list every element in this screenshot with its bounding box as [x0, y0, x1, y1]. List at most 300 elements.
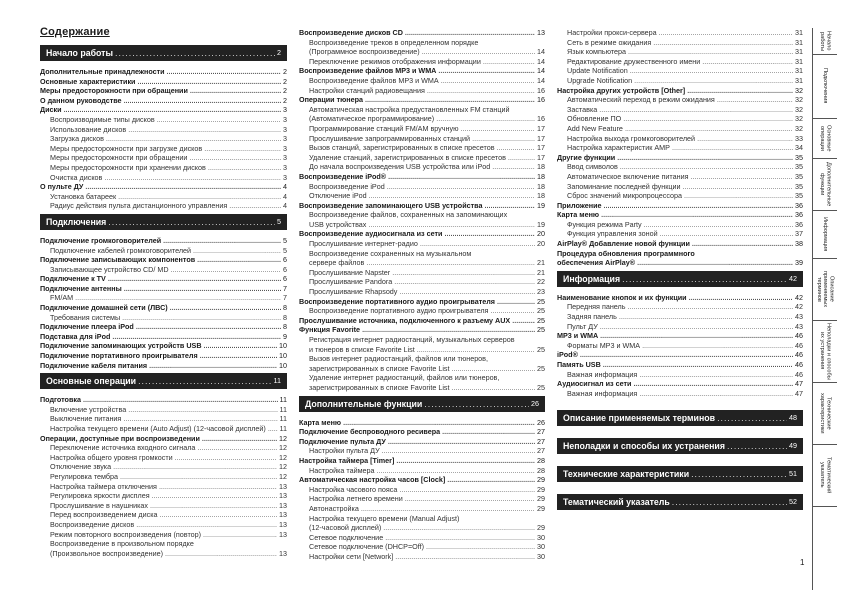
entry-page: 25 — [537, 325, 545, 335]
toc-entry[interactable] — [557, 293, 803, 303]
toc-subentry[interactable] — [40, 192, 287, 202]
toc-entry[interactable] — [40, 236, 287, 246]
entry-title: Функция режима Party — [567, 219, 642, 229]
toc-entry[interactable] — [299, 456, 545, 466]
entry-title: Настройка летнего времени — [309, 494, 403, 504]
entry-title: Настройки сети [Network] — [309, 551, 394, 561]
entry-page: 42 — [795, 302, 803, 312]
entry-title: Настройка других устройств [Other] — [557, 85, 686, 95]
entry-page: 36 — [795, 210, 803, 220]
entry-title: Использование дисков — [50, 124, 127, 134]
toc-subentry[interactable] — [557, 389, 803, 399]
entry-page: 13 — [279, 481, 287, 491]
leader-dots — [113, 462, 277, 472]
toc-subentry[interactable] — [40, 125, 287, 135]
toc-entry[interactable] — [299, 172, 545, 182]
entry-page: 3 — [283, 114, 287, 124]
toc-entry[interactable] — [40, 395, 287, 405]
toc-subentry[interactable] — [40, 163, 287, 173]
leader-dots — [118, 192, 281, 202]
leader-dots — [644, 220, 793, 230]
entry-page: 22 — [537, 277, 545, 287]
toc-subentry[interactable] — [557, 341, 803, 351]
entry-page: 23 — [537, 287, 545, 297]
toc-subentry[interactable] — [299, 239, 545, 249]
entry-page: 26 — [537, 417, 545, 427]
toc-subentry[interactable] — [40, 115, 287, 125]
entry-page: 36 — [795, 200, 803, 210]
section-tab[interactable] — [813, 210, 837, 259]
toc-entry[interactable] — [299, 325, 545, 335]
leader-dots — [108, 274, 281, 284]
toc-subentry[interactable] — [40, 462, 287, 472]
leader-dots — [417, 345, 535, 355]
toc-entry[interactable] — [40, 303, 287, 313]
entry-title: Выключение питания — [50, 414, 122, 424]
leader-dots — [689, 293, 793, 303]
toc-subentry[interactable] — [299, 542, 545, 552]
toc-subentry[interactable] — [40, 405, 287, 415]
toc-entry[interactable] — [299, 201, 545, 211]
leader-dots — [362, 325, 535, 335]
entry-page: 13 — [279, 548, 287, 558]
toc-entry[interactable] — [40, 67, 287, 77]
entry-page: 4 — [283, 182, 287, 192]
toc-subentry[interactable] — [40, 549, 287, 559]
entry-page: 25 — [537, 382, 545, 392]
toc-entry[interactable] — [299, 418, 545, 428]
toc-subentry[interactable] — [557, 76, 803, 86]
toc-subentry[interactable] — [557, 134, 803, 144]
leader-dots — [112, 332, 281, 342]
leader-dots — [190, 86, 281, 96]
leader-dots — [204, 341, 277, 351]
section-page: 51 — [789, 469, 797, 479]
toc-entry[interactable] — [40, 96, 287, 106]
toc-subentry[interactable] — [557, 172, 803, 182]
toc-subentry[interactable] — [557, 182, 803, 192]
leader-dots — [108, 214, 275, 230]
toc-subentry[interactable] — [557, 220, 803, 230]
entry-title: Включение устройства — [50, 404, 127, 414]
section-page: 49 — [789, 441, 797, 451]
toc-subentry[interactable] — [557, 191, 803, 201]
section-tab-label: Начало работы — [819, 31, 832, 51]
toc-entry[interactable] — [299, 28, 545, 38]
leader-dots — [497, 143, 535, 153]
toc-subentry[interactable] — [557, 312, 803, 322]
toc-subentry[interactable] — [299, 258, 545, 268]
entry-title: Подготовка — [40, 395, 81, 405]
entry-page: 2 — [283, 95, 287, 105]
toc-entry[interactable] — [299, 229, 545, 239]
toc-entry[interactable] — [557, 239, 803, 249]
section-title: Подключения — [46, 216, 107, 227]
leader-dots — [83, 395, 278, 405]
section-header[interactable] — [557, 410, 803, 426]
leader-dots — [438, 66, 535, 76]
entry-page: 31 — [795, 75, 803, 85]
toc-subentry[interactable] — [557, 28, 803, 38]
entry-title: Автоматическая настройка часов [Clock] — [299, 475, 446, 485]
section-page: 42 — [789, 273, 797, 283]
entry-title: Диски — [40, 105, 62, 115]
toc-subentry[interactable] — [557, 143, 803, 153]
section-page: 52 — [789, 497, 797, 507]
toc-subentry[interactable] — [299, 114, 545, 124]
entry-page: 5 — [283, 245, 287, 255]
entry-title: Передняя панель — [567, 302, 626, 312]
toc-entry[interactable] — [557, 258, 803, 268]
section-tab[interactable] — [813, 54, 837, 119]
entry-title: Прослушивание источника, подключенного к разъему AUX — [299, 315, 511, 325]
toc-entry-text: Вызов интернет радиостанций, файлов или тюнеров, — [309, 354, 488, 364]
entry-page: 46 — [795, 331, 803, 341]
entry-page: 30 — [537, 551, 545, 561]
toc-subentry[interactable] — [299, 345, 545, 355]
entry-title: USB устройствах — [309, 219, 367, 229]
section-tab[interactable] — [813, 28, 837, 55]
entry-page: 4 — [283, 191, 287, 201]
entry-page: 35 — [795, 152, 803, 162]
leader-dots — [604, 201, 794, 211]
entry-page: 38 — [795, 239, 803, 249]
section-tab[interactable] — [813, 158, 837, 211]
entry-title: До начала воспроизведения USB устройства или iPod — [309, 162, 491, 172]
entry-page: 5 — [283, 235, 287, 245]
toc-subentry[interactable] — [40, 414, 287, 424]
toc-subentry[interactable] — [557, 124, 803, 134]
toc-subentry[interactable] — [557, 114, 803, 124]
toc-entry[interactable] — [40, 105, 287, 115]
toc-entry[interactable] — [40, 434, 287, 444]
toc-subentry[interactable] — [299, 57, 545, 67]
toc-subentry[interactable] — [40, 482, 287, 492]
toc-entry[interactable] — [299, 437, 545, 447]
entry-page: 43 — [795, 321, 803, 331]
entry-page: 3 — [283, 162, 287, 172]
toc-entry[interactable] — [40, 255, 287, 265]
toc-subentry[interactable] — [40, 472, 287, 482]
leader-dots — [424, 396, 529, 412]
entry-title: (Программное воспроизведение) — [309, 47, 420, 57]
entry-page: 4 — [283, 201, 287, 211]
toc-subentry[interactable] — [299, 364, 545, 374]
entry-page: 35 — [795, 162, 803, 172]
entry-title: Очистка дисков — [50, 172, 103, 182]
entry-title: Прослушивание Rhapsody — [309, 287, 398, 297]
toc-subentry[interactable] — [557, 38, 803, 48]
section-header[interactable] — [40, 214, 287, 230]
toc-entry[interactable] — [557, 201, 803, 211]
toc-entry[interactable] — [557, 360, 803, 370]
toc-subentry[interactable] — [40, 424, 287, 434]
entry-title: Воспроизведение портативного аудио проигрывателя — [309, 306, 489, 316]
entry-page: 2 — [283, 67, 287, 76]
section-tab-label: Неполадки и способы их устранения — [819, 322, 832, 380]
toc-subentry[interactable] — [40, 313, 287, 323]
entry-title: Отключение iPod — [309, 191, 367, 201]
toc-subentry[interactable] — [40, 144, 287, 154]
toc-subentry[interactable] — [40, 443, 287, 453]
leader-dots — [229, 201, 281, 211]
toc-subentry[interactable] — [299, 143, 545, 153]
section-tab[interactable] — [813, 320, 837, 383]
entry-title: Подключение кабелей громкоговорителей — [50, 245, 192, 255]
toc-subentry[interactable] — [299, 466, 545, 476]
leader-dots — [452, 383, 535, 393]
toc-subentry[interactable] — [557, 47, 803, 57]
entry-title: Регулировка тембра — [50, 471, 119, 481]
entry-title: Воспроизведение дисков — [50, 519, 135, 529]
leader-dots — [138, 373, 271, 389]
entry-page: 13 — [537, 28, 545, 37]
toc-subentry[interactable] — [40, 293, 287, 303]
entry-title: Подключение громкоговорителей — [40, 235, 162, 245]
leader-dots — [387, 182, 535, 192]
entry-page: 31 — [795, 37, 803, 47]
section-title: Дополнительные функции — [305, 398, 423, 409]
entry-title: Перед воспроизведением диска — [50, 510, 158, 520]
toc-entry[interactable] — [40, 322, 287, 332]
toc-subentry[interactable] — [557, 95, 803, 105]
toc-subentry[interactable] — [299, 153, 545, 163]
toc-subentry[interactable] — [299, 134, 545, 144]
entry-page: 35 — [795, 181, 803, 191]
section-header[interactable] — [557, 466, 803, 482]
toc-entry[interactable] — [299, 316, 545, 326]
leader-dots — [617, 153, 793, 163]
entry-page: 3 — [283, 124, 287, 134]
entry-page: 35 — [795, 171, 803, 181]
leader-dots — [377, 466, 535, 476]
toc-subentry[interactable] — [557, 105, 803, 115]
leader-dots — [157, 115, 281, 125]
toc-subentry[interactable] — [299, 287, 545, 297]
toc-subentry[interactable] — [299, 533, 545, 543]
entry-title: зарегистрированных в списке Favorite List — [309, 363, 450, 373]
toc-entry[interactable] — [40, 77, 287, 87]
leader-dots — [427, 86, 535, 96]
toc-subentry[interactable] — [299, 552, 545, 562]
toc-subentry[interactable] — [40, 501, 287, 511]
toc-subentry[interactable] — [557, 66, 803, 76]
toc-subentry[interactable] — [40, 510, 287, 520]
toc-subentry[interactable] — [557, 57, 803, 67]
entry-title: Настройки прокси-сервера — [567, 28, 657, 37]
entry-page: 25 — [537, 296, 545, 306]
entry-page: 25 — [537, 315, 545, 325]
toc-subentry[interactable] — [299, 268, 545, 278]
toc-entry[interactable] — [557, 210, 803, 220]
leader-dots — [628, 47, 793, 57]
toc-entry[interactable] — [557, 86, 803, 96]
leader-dots — [137, 77, 281, 87]
leader-dots — [426, 542, 535, 552]
toc-subentry[interactable] — [299, 191, 545, 201]
entry-page: 29 — [537, 494, 545, 504]
entry-title: Установка батареек — [50, 191, 117, 201]
toc-subentry[interactable] — [40, 520, 287, 530]
toc-entry[interactable] — [40, 182, 287, 192]
leader-dots — [422, 47, 535, 57]
entry-title: Подставка для iPod — [40, 331, 111, 341]
toc-subentry[interactable] — [299, 277, 545, 287]
entry-title: Настройки станций радиовещания — [309, 85, 425, 95]
section-header[interactable] — [299, 396, 545, 412]
section-title: Основные операции — [46, 376, 137, 387]
entry-page: 8 — [283, 303, 287, 313]
leader-dots — [603, 360, 793, 370]
entry-title: Отключение звука — [50, 462, 112, 472]
section-header[interactable] — [40, 373, 287, 389]
entry-title: Настройка часового пояса — [309, 484, 398, 494]
toc-subentry[interactable] — [299, 504, 545, 514]
toc-entry[interactable] — [557, 153, 803, 163]
toc-subentry[interactable] — [299, 76, 545, 86]
leader-dots — [368, 220, 535, 230]
leader-dots — [160, 510, 277, 520]
leader-dots — [625, 124, 793, 134]
toc-subentry[interactable] — [299, 523, 545, 533]
toc-subentry[interactable] — [299, 182, 545, 192]
leader-dots — [163, 236, 281, 246]
leader-dots — [620, 162, 793, 172]
entry-title: Режим повторного воспроизведения (повтор) — [50, 529, 202, 539]
toc-entry[interactable] — [40, 332, 287, 342]
toc-subentry[interactable] — [40, 265, 287, 275]
leader-dots — [684, 191, 793, 201]
entry-page: 27 — [537, 436, 545, 446]
toc-subentry[interactable] — [40, 491, 287, 501]
section-title: Начало работы — [46, 48, 113, 58]
toc-entry[interactable] — [299, 475, 545, 485]
entry-page: 20 — [537, 239, 545, 249]
toc-subentry[interactable] — [299, 162, 545, 172]
entry-title: Настройка характеристик AMP — [567, 143, 670, 153]
leader-dots — [208, 163, 281, 173]
section-tab[interactable] — [813, 382, 837, 445]
toc-entry[interactable] — [299, 95, 545, 105]
leader-dots — [383, 523, 535, 533]
leader-dots — [388, 172, 535, 182]
leader-dots — [394, 277, 535, 287]
entry-title: Аудиосигнал из сети — [557, 379, 632, 389]
toc-entry[interactable] — [557, 331, 803, 341]
toc-entry[interactable] — [299, 66, 545, 76]
section-header[interactable] — [557, 438, 803, 454]
toc-entry[interactable] — [299, 297, 545, 307]
toc-subentry[interactable] — [299, 124, 545, 134]
leader-dots — [653, 38, 793, 48]
toc-subentry[interactable] — [557, 322, 803, 332]
section-header[interactable] — [557, 271, 803, 287]
leader-dots — [444, 229, 535, 239]
entry-title: Upgrade Notification — [567, 75, 633, 85]
entry-page: 35 — [795, 191, 803, 201]
leader-dots — [642, 341, 793, 351]
entry-page: 34 — [795, 143, 803, 153]
entry-page: 30 — [537, 542, 545, 552]
leader-dots — [623, 114, 793, 124]
section-tab[interactable] — [813, 118, 837, 159]
entry-title: Воспроизводимые типы дисков — [50, 114, 155, 124]
entry-page: 25 — [537, 306, 545, 316]
entry-title: Язык компьютера — [567, 47, 627, 57]
leader-dots — [399, 287, 535, 297]
toc-subentry[interactable] — [299, 446, 545, 456]
entry-title: Записывающее устройство CD/ MD — [50, 264, 169, 274]
section-page: 2 — [277, 48, 281, 57]
toc-entry[interactable] — [40, 284, 287, 294]
entry-title: Сброс значений микропроцессора — [567, 191, 683, 201]
entry-page: 17 — [537, 143, 545, 153]
toc-entry[interactable] — [40, 86, 287, 96]
toc-subentry[interactable] — [299, 485, 545, 495]
section-header[interactable] — [40, 45, 287, 61]
toc-subentry[interactable] — [299, 86, 545, 96]
leader-dots — [637, 258, 793, 268]
toc-entry-text: Процедура обновления программного — [557, 248, 695, 258]
leader-dots — [64, 105, 281, 115]
toc-entry[interactable] — [40, 274, 287, 284]
toc-subentry[interactable] — [299, 47, 545, 57]
leader-dots — [600, 331, 793, 341]
toc-subentry[interactable] — [557, 229, 803, 239]
section-tab[interactable] — [813, 444, 837, 507]
toc-subentry[interactable] — [557, 162, 803, 172]
entry-page: 11 — [279, 404, 287, 414]
toc-entry[interactable] — [40, 351, 287, 361]
entry-page: 46 — [795, 340, 803, 350]
toc-subentry[interactable] — [299, 306, 545, 316]
toc-subentry[interactable] — [40, 453, 287, 463]
toc-subentry[interactable] — [40, 173, 287, 183]
entry-title: Карта меню — [299, 417, 342, 427]
toc-subentry[interactable] — [40, 153, 287, 163]
leader-dots — [365, 95, 535, 105]
toc-entry[interactable] — [557, 379, 803, 389]
toc-subentry[interactable] — [299, 494, 545, 504]
toc-subentry[interactable] — [557, 302, 803, 312]
entry-page: 18 — [537, 181, 545, 191]
toc-entry[interactable] — [299, 427, 545, 437]
entry-title: Форматы MP3 и WMA — [567, 340, 641, 350]
leader-dots — [660, 229, 793, 239]
entry-title: Подключение домашней сети (ЛВС) — [40, 303, 168, 313]
toc-subentry[interactable] — [40, 246, 287, 256]
toc-subentry[interactable] — [557, 370, 803, 380]
leader-dots — [396, 456, 535, 466]
section-tab[interactable] — [813, 258, 837, 321]
toc-subentry[interactable] — [40, 134, 287, 144]
toc-entry[interactable] — [40, 341, 287, 351]
leader-dots — [382, 446, 535, 456]
toc-subentry[interactable] — [299, 383, 545, 393]
leader-dots — [405, 28, 535, 38]
toc-entry[interactable] — [557, 350, 803, 360]
leader-dots — [193, 246, 281, 256]
section-header[interactable] — [557, 494, 803, 510]
leader-dots — [123, 414, 277, 424]
entry-title: Сеть в режиме ожидания — [567, 37, 652, 47]
toc-entry[interactable] — [40, 361, 287, 371]
toc-subentry[interactable] — [40, 530, 287, 540]
toc-subentry[interactable] — [40, 201, 287, 211]
entry-title: Меры предосторожности при загрузке дисков — [50, 143, 203, 153]
leader-dots — [447, 475, 535, 485]
toc-subentry[interactable] — [299, 220, 545, 230]
